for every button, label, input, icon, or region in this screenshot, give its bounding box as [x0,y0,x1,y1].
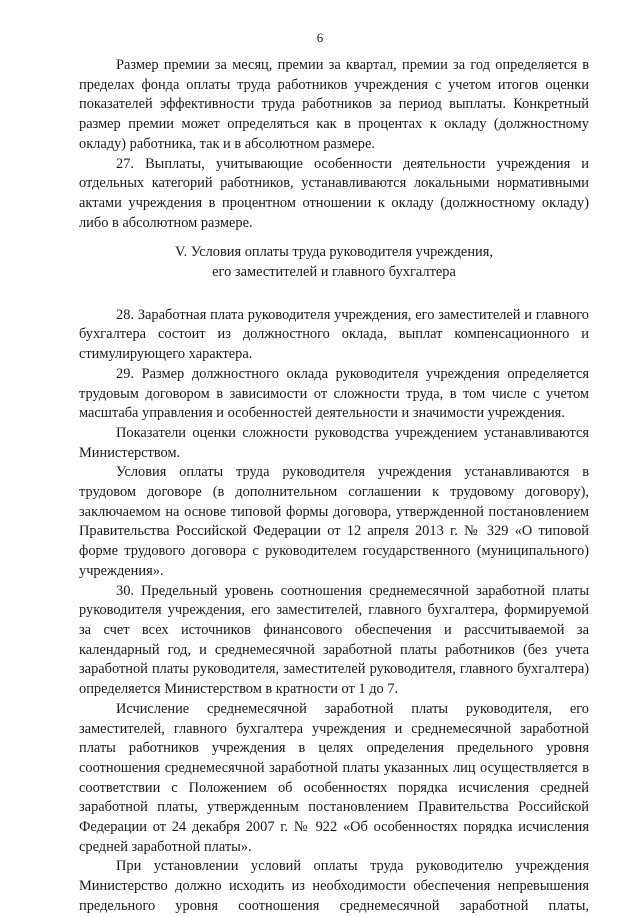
paragraph-29-indicators: Показатели оценки сложности руководства учреждением устанавливаются Министерством. [79,424,589,461]
page-number: 6 [316,30,324,45]
paragraph-28: 28. Заработная плата руководителя учреждения, его заместителей и главного бухгалтера состоит из должностного оклада, выплат компенсационного и стимулирующего характера. [79,306,589,363]
section-heading-line-1: V. Условия оплаты труда руководителя учреждения, [175,244,493,261]
paragraph-30-ministry: При установлении условий оплаты труда руководителю учреждения Министерство должно исходить из необходимости обеспечения непревышения предельного уровня соотношения среднемесячной заработной платы, [79,858,589,914]
paragraph-29-conditions: Условия оплаты труда руководителя учреждения устанавливаются в трудовом договоре (в дополнительном соглашении к трудовому договору), заключаемом на основе типовой формы договора, утвержденной постановлением Правительства Российской Федерации от 12 апреля 2013 г. № 329 «О типовой форме трудового договора с руководителем государственного (муниципального) учреждения». [79,464,589,579]
section-heading-line-2: его заместителей и главного бухгалтера [212,264,456,281]
paragraph-27: 27. Выплаты, учитывающие особенности деятельности учреждения и отдельных категорий работников, устанавливаются локальными нормативными актами учреждения в процентном отношении к окладу (должностному окладу) либо в абсолютном размере. [79,155,589,231]
document-body [79,56,589,917]
paragraph-29: 29. Размер должностного оклада руководителя учреждения определяется трудовым договором в зависимости от сложности труда, в том числе с учетом масштаба управления и особенностей деятельности и значимости учреждения. [79,365,589,422]
paragraph-30: 30. Предельный уровень соотношения среднемесячной заработной платы руководителя учреждения, его заместителей, главного бухгалтера, формируемой за счет всех источников финансового обеспечения и рассчитываемой за календарный год, и среднемесячной заработной платы работников (без учета заработной платы руководителя, заместителей руководителя, главного бухгалтера) определяется Министерством в кратности от 1 до 7. [79,582,589,698]
paragraph-30-calculation: Исчисление среднемесячной заработной платы руководителя, его заместителей, главного бухгалтера учреждения и среднемесячной заработной платы работников учреждения в целях определения предельного уровня соотношения среднемесячной заработной платы указанных лиц осуществляется в соответствии с Положением об особенностях порядка исчисления средней заработной платы, утвержденным постановлением Правительства Российской Федерации от 24 декабря 2007 г. № 922 «Об особенностях порядка исчисления средней заработной платы». [79,700,589,855]
paragraph-bonus-size: Размер премии за месяц, премии за квартал, премии за год определяется в пределах фонда оплаты труда работников учреждения с учетом итогов оценки показателей эффективности труда работников за период выплаты. Конкретный размер премии может определяться как в процентах к окладу (должностному окладу) работника, так и в абсолютном размере. [79,57,589,152]
spacer [79,283,589,306]
spacer [79,233,589,243]
